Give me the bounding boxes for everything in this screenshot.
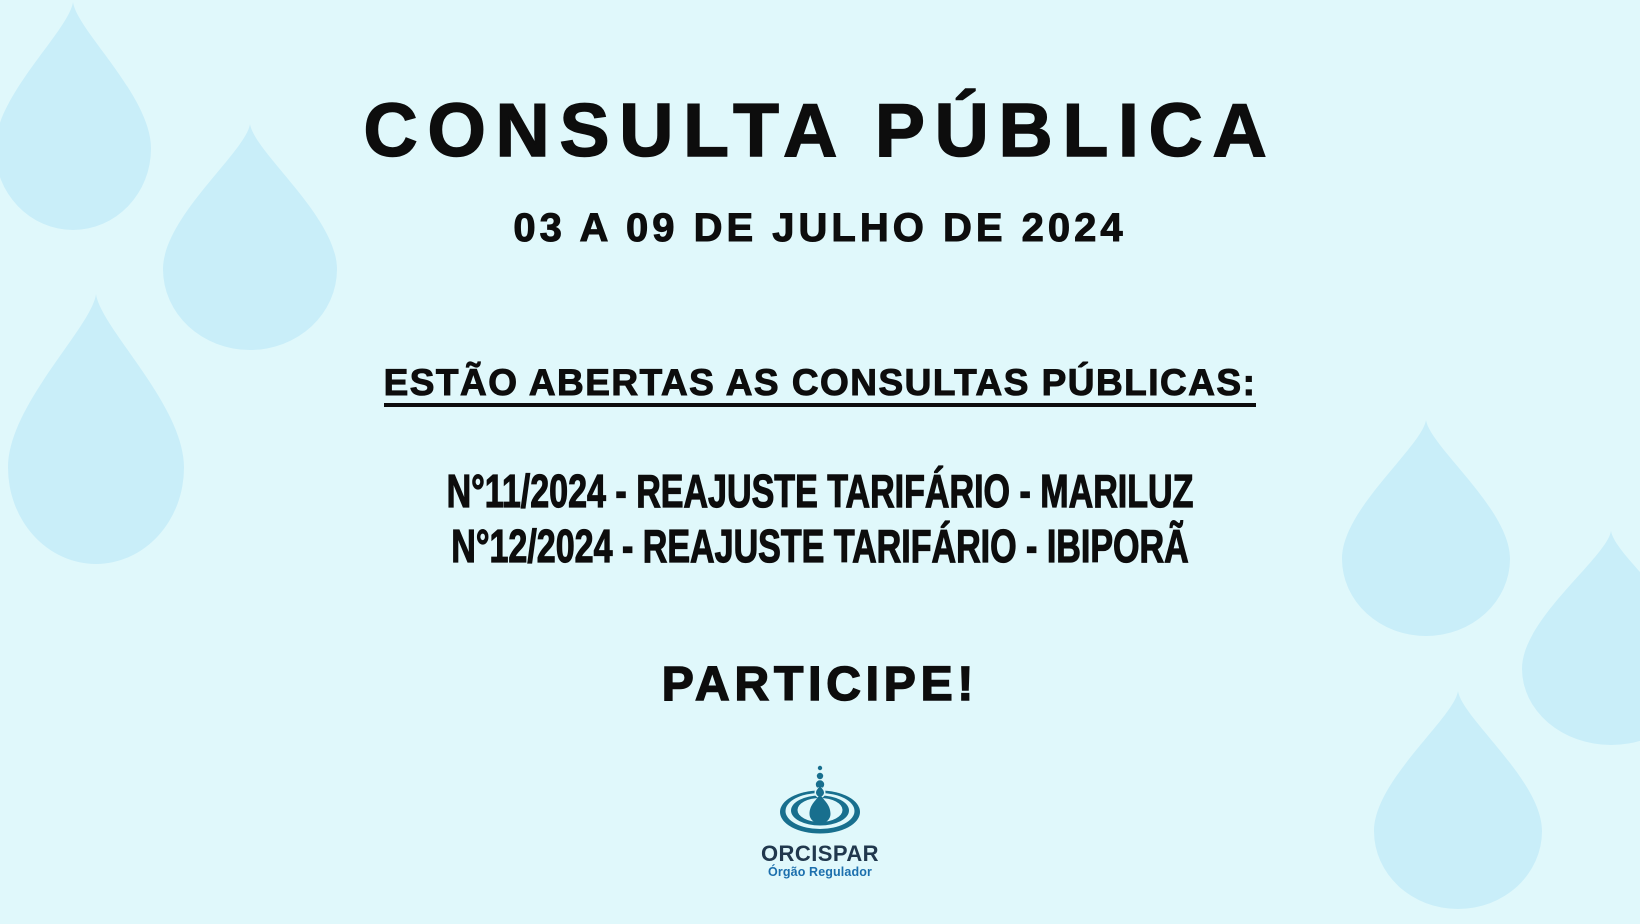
consultation-item: N°12/2024 - REAJUSTE TARIFÁRIO - IBIPORÃ: [451, 520, 1189, 572]
water-drop-icon: [8, 294, 184, 564]
section-heading-text: ESTÃO ABERTAS AS CONSULTAS PÚBLICAS:: [384, 364, 1257, 407]
consultation-item: N°11/2024 - REAJUSTE TARIFÁRIO - MARILUZ: [446, 465, 1194, 517]
call-to-action: PARTICIPE!: [661, 658, 979, 711]
poster-title: CONSULTA PÚBLICA: [363, 88, 1277, 172]
date-range: 03 A 09 DE JULHO DE 2024: [513, 206, 1127, 250]
logo-name: ORCISPAR: [760, 841, 879, 866]
section-heading: [0, 364, 1640, 407]
water-ripple-logo-icon: [760, 754, 880, 846]
logo-tagline: Órgão Regulador: [768, 865, 872, 879]
